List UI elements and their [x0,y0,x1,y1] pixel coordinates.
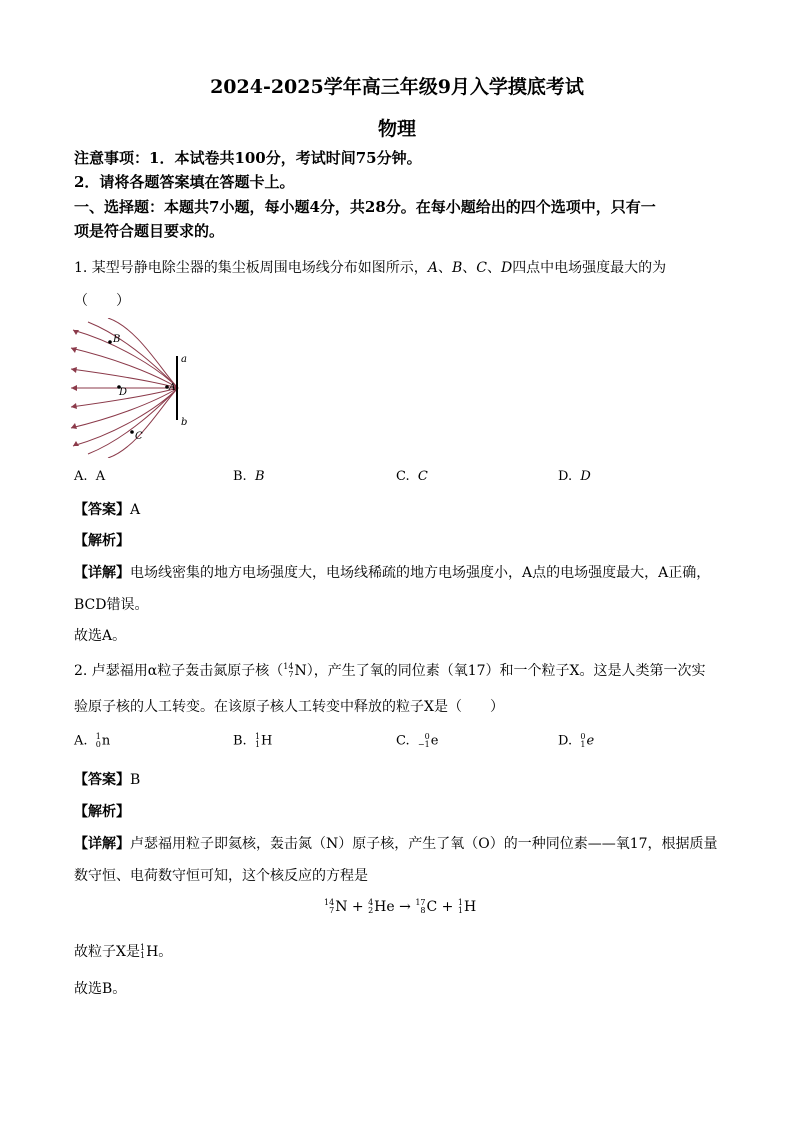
q2-result: 故粒子X是 1 1 H。 [74,943,173,960]
q2-stem-line-1: 2. 卢瑟福用α粒子轰击氮原子核（ 14 7 N），产生了氧的同位素（氧17）和一个粒子X。这是人类第一次实 [74,662,706,679]
exam-title: 2024-2025学年高三年级9月入学摸底考试 [210,76,584,98]
section-heading-line-2: 项是符合题目要求的。 [74,222,225,240]
q1-option-d: D. D [558,469,591,484]
notes-line-1: 注意事项：1．本试卷共100分，考试时间75分钟。 [74,149,422,167]
q1-option-a: A. A [74,469,106,484]
electric-field-figure [68,318,198,458]
q2-option-b: B. 1 1 H [233,732,273,749]
q1-conclusion: 故选A。 [74,628,127,644]
q2-option-d: D. 0 1 e [558,732,595,749]
q1-answer: 【答案】A [74,502,141,518]
q2-answer: 【答案】B [74,772,141,788]
point-c-dot [130,430,134,434]
q1-paren: （ ） [74,293,130,309]
q2-analysis-tag: 【解析】 [74,804,130,820]
plate-label-a: a [181,354,187,365]
q2-conclusion: 故选B。 [74,981,127,997]
q2-detail-line-1: 【详解】卢瑟福用粒子即氦核，轰击氮（N）原子核，产生了氧（O）的一种同位素——氧17，根据质量 [74,836,718,852]
q1-detail-line-1: 【详解】电场线密集的地方电场强度大，电场线稀疏的地方电场强度小，A点的电场强度最大，A正确， [74,565,711,581]
q2-detail-line-2: 数守恒、电荷数守恒可知，这个核反应的方程是 [74,868,368,884]
q2-option-c: C. 0 −1 e [396,732,439,749]
q1-option-c: C. C [396,469,428,484]
plate-label-b: b [181,417,188,428]
nuclear-equation: 14 7 N + 4 2 He → 17 8 C + 1 1 H [324,898,477,915]
notes-line-2: 2．请将各题答案填在答题卡上。 [74,173,295,191]
subject-title: 物理 [377,118,416,140]
q2-stem-line-2: 验原子核的人工转变。在该原子核人工转变中释放的粒子X是（ ） [74,699,504,715]
point-a-label: A [169,383,176,393]
section-heading-line-1: 一、选择题：本题共7小题，每小题4分，共28分。在每小题给出的四个选项中，只有一 [74,198,656,216]
point-b-label: B [113,334,121,345]
point-b-dot [108,340,112,344]
q1-stem: 1. 某型号静电除尘器的集尘板周围电场线分布如图所示，A、B、C、D四点中电场强度最大的为 [74,260,667,276]
q2-option-a: A. 1 0 n [74,732,111,749]
q1-option-b: B. B [233,469,265,484]
q1-analysis-tag: 【解析】 [74,533,130,549]
q1-detail-line-2: BCD错误。 [74,597,149,613]
point-c-label: C [135,431,143,442]
point-d-label: D [119,387,128,398]
